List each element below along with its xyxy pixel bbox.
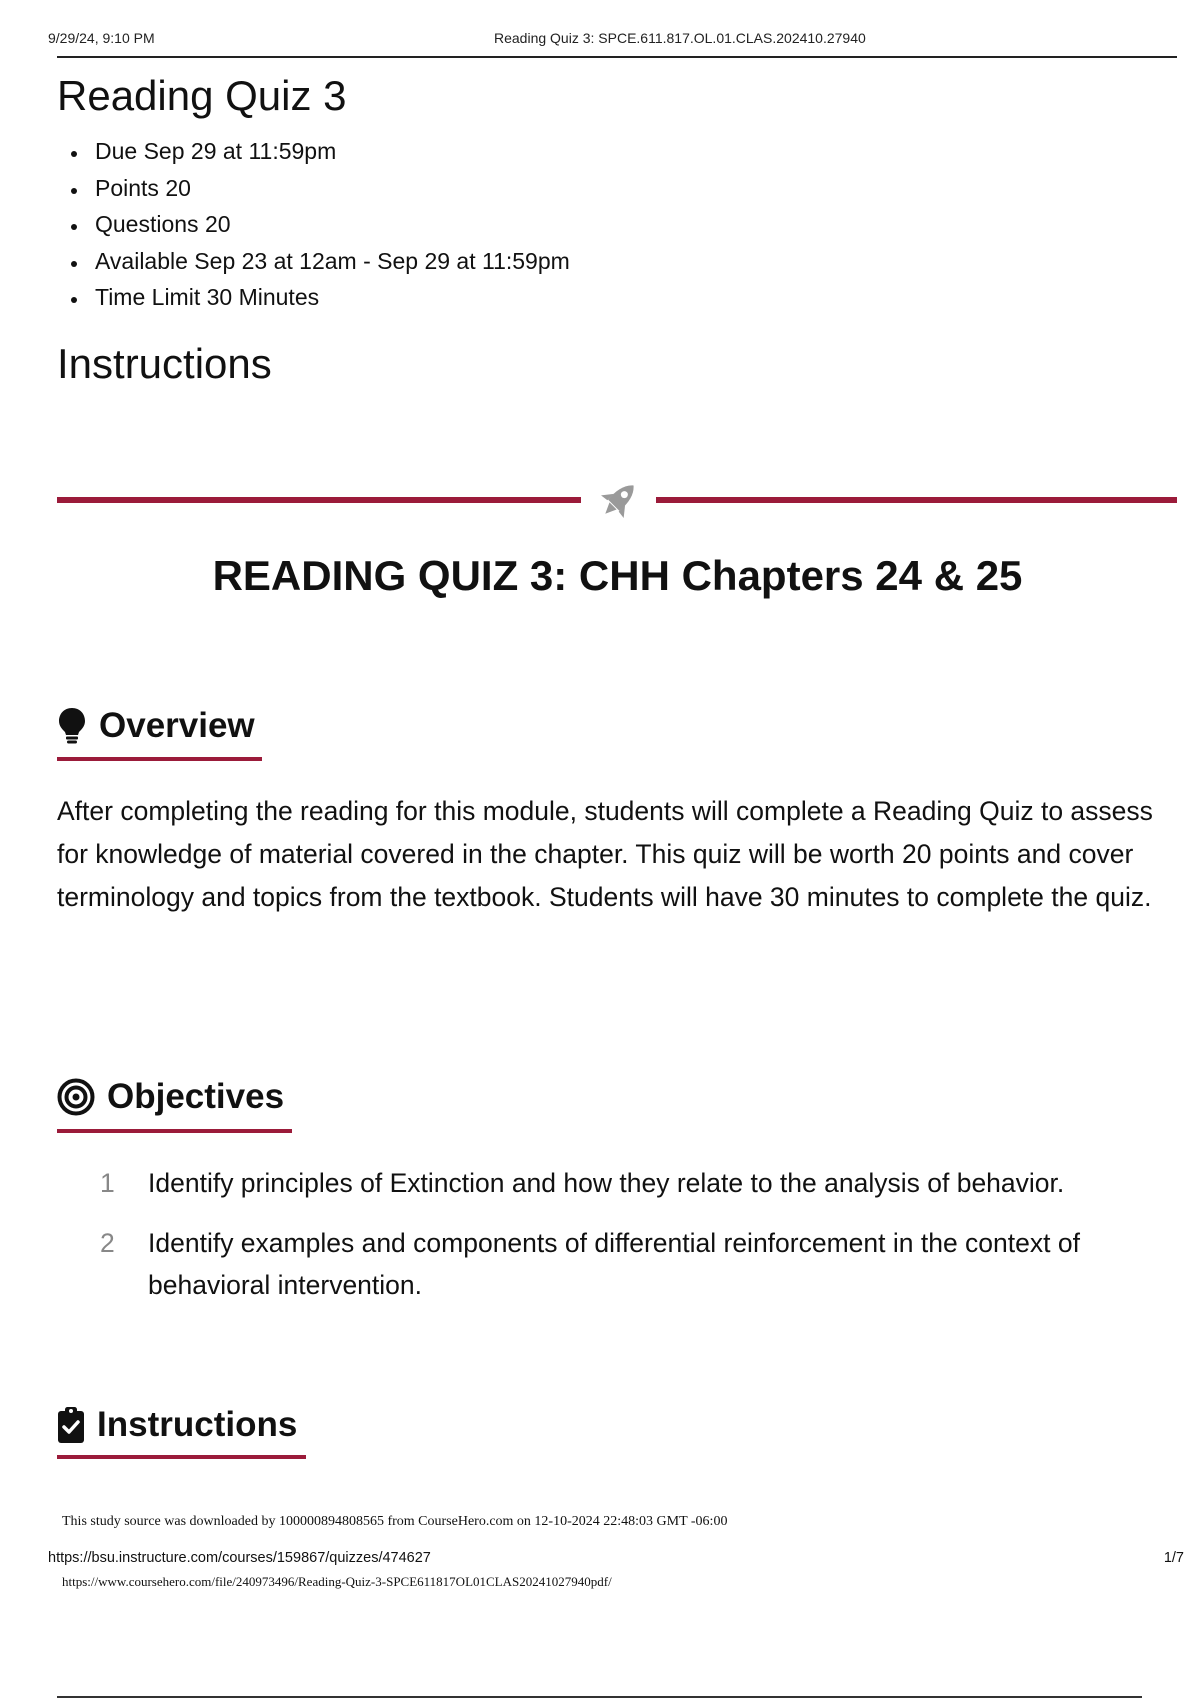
clipboard-check-icon <box>57 1406 85 1444</box>
bottom-divider <box>57 1696 1142 1698</box>
divider-left <box>57 497 581 503</box>
print-title: Reading Quiz 3: SPCE.611.817.OL.01.CLAS.202410.27940 <box>494 30 866 46</box>
instructions-section-heading <box>57 1405 297 1445</box>
print-date: 9/29/24, 9:10 PM <box>48 30 155 46</box>
points: Points 20 <box>57 175 570 212</box>
objective-number: 1 <box>100 1168 115 1198</box>
overview-underline <box>57 757 262 761</box>
overview-heading <box>57 706 255 746</box>
header-divider <box>57 56 1177 58</box>
overview-heading-text: Overview <box>99 706 255 745</box>
target-icon <box>57 1078 95 1116</box>
objectives-heading-text: Objectives <box>107 1077 285 1116</box>
objectives-heading <box>57 1077 284 1117</box>
main-title: READING QUIZ 3: CHH Chapters 24 & 25 <box>212 552 1023 599</box>
objective-number: 2 <box>100 1228 115 1258</box>
objectives-underline <box>57 1129 292 1133</box>
questions-count: Questions 20 <box>57 211 570 248</box>
instructions-underline <box>57 1455 306 1459</box>
objective-text: Identify examples and components of differential reinforcement in the context of behavioral intervention. <box>148 1228 1080 1300</box>
source-url-link[interactable]: https://www.coursehero.com/file/240973496/Reading-Quiz-3-SPCE611817OL01CLAS20241027940pdf/ <box>62 1574 612 1589</box>
time-limit: Time Limit 30 Minutes <box>57 284 570 321</box>
download-note: This study source was downloaded by 100000894808565 from CourseHero.com on 12-10-2024 22:48:03 GMT -06:00 <box>62 1514 728 1529</box>
availability: Available Sep 23 at 12am - Sep 29 at 11:59pm <box>57 248 570 285</box>
lightbulb-icon <box>57 707 87 745</box>
rocket-icon <box>592 475 644 527</box>
instructions-heading: Instructions <box>57 340 272 387</box>
objective-text: Identify principles of Extinction and how they relate to the analysis of behavior. <box>148 1168 1065 1198</box>
overview-text: After completing the reading for this module, students will complete a Reading Quiz to assess for knowledge of material covered in the chapter. This quiz will be worth 20 points and cover terminology and topics from the textbook. Students will have 30 minutes to complete the quiz. <box>57 796 1153 912</box>
page-number: 1/7 <box>1163 1550 1184 1566</box>
quiz-details-list <box>57 138 570 321</box>
page-url-link[interactable]: https://bsu.instructure.com/courses/159867/quizzes/474627 <box>48 1550 431 1566</box>
instructions-section-heading-text: Instructions <box>97 1405 298 1444</box>
quiz-title: Reading Quiz 3 <box>57 72 347 119</box>
divider-right <box>656 497 1177 503</box>
due-date: Due Sep 29 at 11:59pm <box>57 138 570 175</box>
